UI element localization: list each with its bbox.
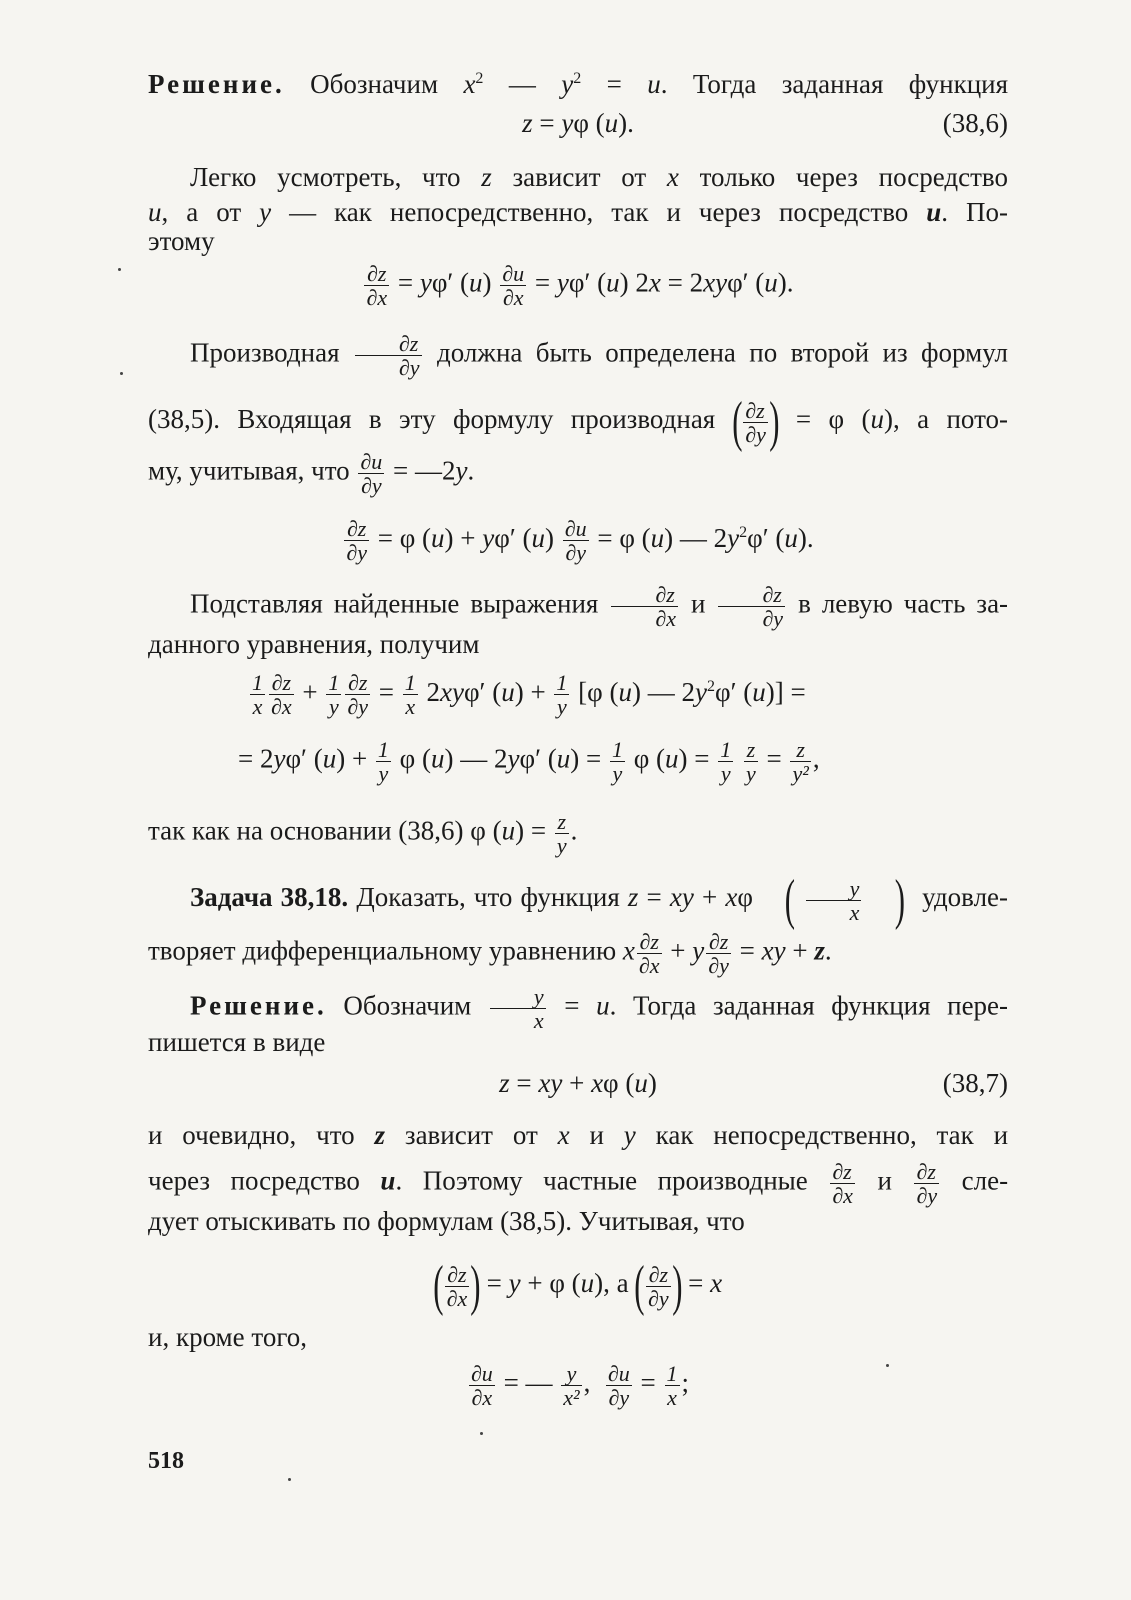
paragraph-line: творяет дифференциальному уравнению x $\frac{\partial z}{\partial x}$ + y $\frac{\partial z}{\partial y}$ = xy + z. xyxy=(148,929,832,978)
scan-speck xyxy=(288,1478,291,1481)
formula-dz-dx: $\frac{\partial z}{\partial x}$ = yφ′ (u) $\frac{\partial u}{\partial x}$ = yφ′ (u) 2x = 2xyφ′ (u). xyxy=(366,261,794,310)
scan-speck xyxy=(480,1432,483,1435)
formula-du: $\frac{\partial u}{\partial x}$ = — $\frac{y}{\text{x²}}$ , $\frac{\partial u}{\partial y}$ = $\frac{1}{x}$ ; xyxy=(470,1361,690,1410)
scan-speck xyxy=(118,268,121,271)
paragraph-line: так как на основании (38,6) φ (u) = $\frac{z}{y}$ . xyxy=(148,809,578,858)
solution-paragraph-1: Решение. Обозначим $x^2$ — $y^2 = u$. Тогда заданная функция xyxy=(148,69,1009,99)
solution-paragraph-2: Решение. Обозначим $\frac{y}{x}$ = u. Тогда заданная функция пере- xyxy=(190,984,1009,1033)
scan-speck xyxy=(886,1364,889,1367)
paragraph-line: и, кроме того, xyxy=(148,1322,307,1352)
solution-label: Решение. xyxy=(190,990,327,1021)
task-title: Задача 38,18. xyxy=(190,882,349,913)
formula-sum-line-1: $\frac{1}{x}$ $\frac{\partial z}{\partial x}$ + $\frac{1}{y}$ $\frac{\partial z}{\partial y}$ = $\frac{1}{x}$ 2xyφ′ (u) + $\frac{1}{y}$ [φ (u) — $2y^2\varphi'$ (u)] = xyxy=(252,670,806,720)
paragraph-line: данного уравнения, получим xyxy=(148,629,480,659)
paragraph-line: Производная $\frac{\partial z}{\partial y}$ должна быть определена по второй из формул xyxy=(190,331,1008,380)
paragraph-line: Подставляя найденные выражения $\frac{\partial z}{\partial x}$ и $\frac{\partial z}{\partial y}$ в левую часть за- xyxy=(190,582,1009,631)
page-number: 518 xyxy=(148,1448,184,1474)
paragraph-line: дует отыскивать по формулам (38,5). Учитывая, что xyxy=(148,1206,745,1236)
paragraph-line: u, а от y — как непосредственно, так и через посредство u. По- xyxy=(148,197,1009,227)
formula-38-7: z = xy + xφ (u) xyxy=(499,1068,657,1098)
inline-formula: x xyxy=(463,69,476,99)
formula-dz-dy: $\frac{\partial z}{\partial y}$ = φ (u) + yφ′ (u) $\frac{\partial u}{\partial y}$ = φ (u) — $2y^2\varphi'$ (u). xyxy=(346,516,814,566)
formula-sum-line-2: = 2yφ′ (u) + $\frac{1}{y}$ φ (u) — 2yφ′ (u) = $\frac{1}{y}$ φ (u) = $\frac{1}{y}$ $\frac{z}{y}$ = $\frac{z}{\text{y²}}$ , xyxy=(238,737,820,786)
paragraph-line: Легко усмотреть, что z зависит от x только через посредство xyxy=(190,162,1008,192)
paragraph-line: через посредство u. Поэтому частные производные $\frac{\partial z}{\partial x}$ и $\frac{\partial z}{\partial y}$ сле- xyxy=(148,1159,1009,1208)
paragraph-line: этому xyxy=(148,226,215,256)
equation-number: (38,7) xyxy=(942,1068,1008,1098)
task-statement: Задача 38,18. Доказать, что функция z = xy + xφ ( $\frac{y}{x}$ ) удовле- xyxy=(190,869,1009,931)
formula-38-6: z = yφ (u). xyxy=(522,108,634,138)
paragraph-line: пишется в виде xyxy=(148,1027,326,1057)
solution-label: Решение. xyxy=(148,69,285,99)
scan-speck xyxy=(120,372,123,375)
paragraph-line: и очевидно, что z зависит от x и y как непосредственно, так и xyxy=(148,1120,1009,1150)
paragraph-line: (38,5). Входящая в эту формулу производная ( $\frac{\partial z}{\partial y}$ ) = φ (u), а пото- xyxy=(148,391,1009,453)
formula-partials: ( $\frac{\partial z}{\partial x}$ ) = y + φ (u), а ( $\frac{\partial z}{\partial y}$ ) = x xyxy=(433,1255,723,1317)
equation-number: (38,6) xyxy=(942,108,1008,138)
paragraph-line: му, учитывая, что $\frac{\partial u}{\partial y}$ = —2y. xyxy=(148,449,475,498)
